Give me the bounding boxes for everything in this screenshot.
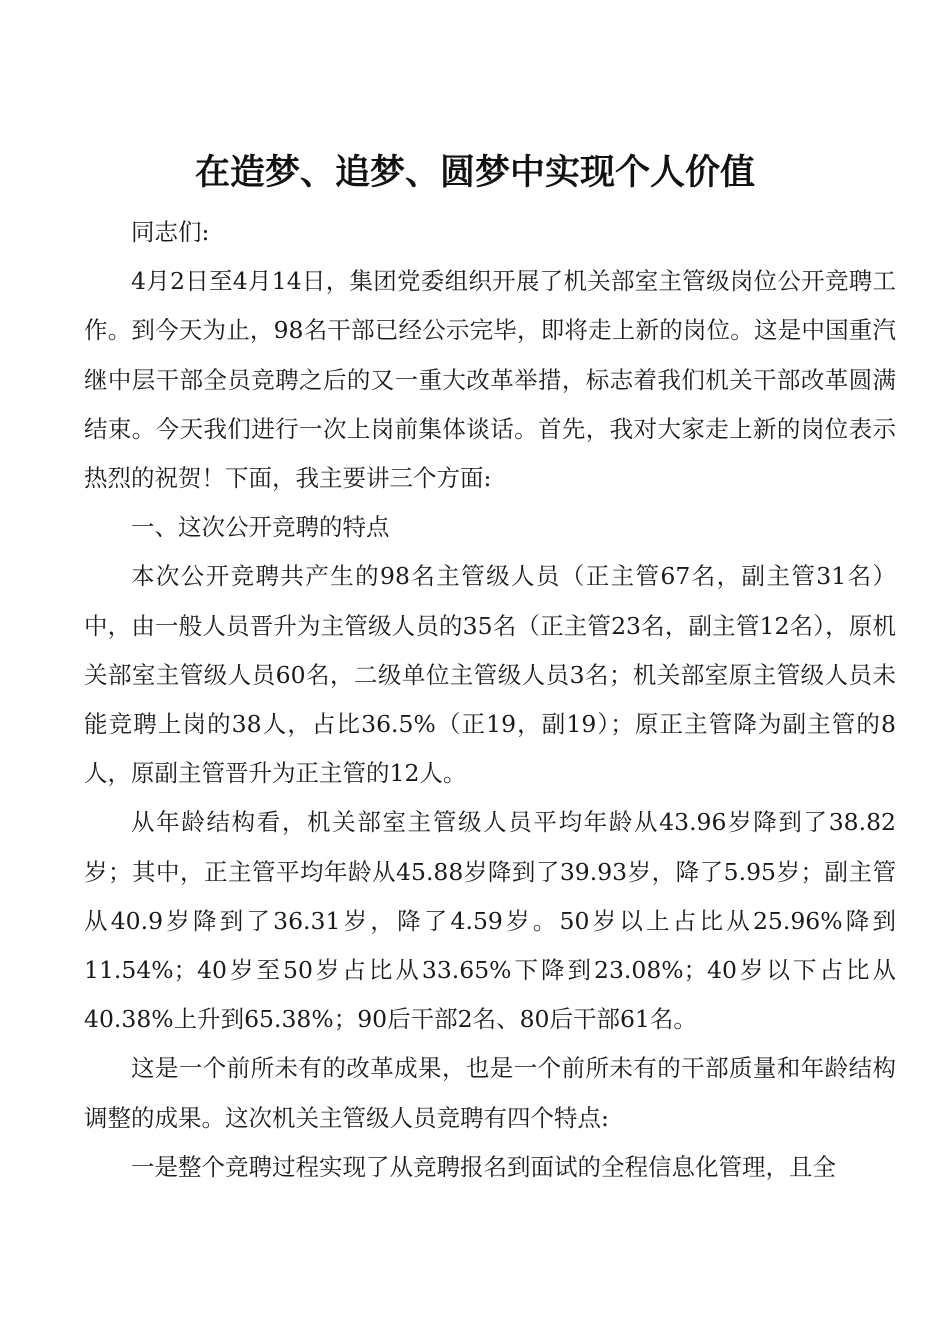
paragraph-results: 这是一个前所未有的改革成果，也是一个前所未有的干部质量和年龄结构调整的成果。这次机关主管级人员竞聘有四个特点: — [84, 1054, 896, 1132]
section-heading: 一、这次公开竞聘的特点 — [131, 513, 390, 542]
document-title: 在造梦、追梦、圆梦中实现个人价值 — [194, 152, 755, 193]
salutation: 同志们: — [131, 218, 210, 246]
paragraph-intro: 4月2日至4月14日，集团党委组织开展了机关部室主管级岗位公开竞聘工作。到今天为止，98名干部已经公示完毕，即将走上新的岗位。这是中国重汽继中层干部全员竞聘之后的又一重大改革举措，标志着我们机关干部改革圆满结束。今天我们进行一次上岗前集体谈话。首先，我对大家走上新的岗位表示热烈的祝贺！下面，我主要讲三个方面: — [84, 267, 896, 493]
paragraph-feature-one: 一是整个竞聘过程实现了从竞聘报名到面试的全程信息化管理，且全 — [131, 1152, 836, 1181]
paragraph-staff-numbers: 本次公开竞聘共产生的98名主管级人员（正主管67名，副主管31名）中，由一般人员晋升为主管级人员的35名（正主管23名，副主管12名），原机关部室主管级人员60名，二级单位主管级人员3名；机关部室原主管级人员未能竞聘上岗的38人，占比36.5%（正19，副19）；原正主管降为副主管的8人，原副主管晋升为正主管的12人。 — [84, 562, 896, 788]
paragraph-age-structure: 从年龄结构看，机关部室主管级人员平均年龄从43.96岁降到了38.82岁；其中，正主管平均年龄从45.88岁降到了39.93岁，降了5.95岁；副主管从40.9岁降到了36.31岁，降了4.59岁。50岁以上占比从25.96%降到11.54%；40岁至50岁占比从33.65%下降到23.08%；40岁以下占比从40.38%上升到65.38%；90后干部2名、80后干部61名。 — [84, 808, 896, 1034]
document-body — [84, 208, 896, 1192]
